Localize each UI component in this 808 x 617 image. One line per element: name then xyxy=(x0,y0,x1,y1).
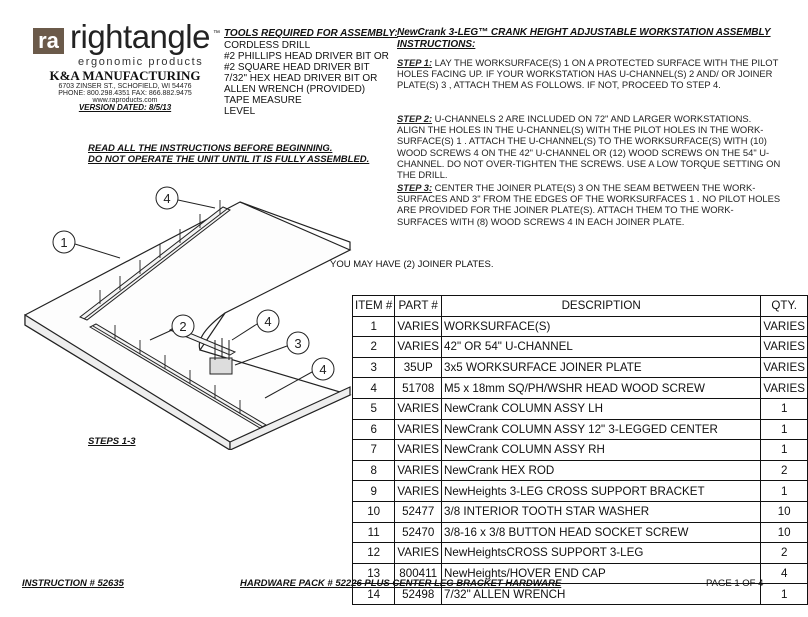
steps-label: STEPS 1-3 xyxy=(88,436,136,447)
description-cell: 3/8-16 x 3/8 BUTTON HEAD SOCKET SCREW xyxy=(442,522,761,543)
title-line-2: INSTRUCTIONS: xyxy=(397,39,476,50)
version-date: VERSION DATED: 8/5/13 xyxy=(78,103,172,112)
header-description: DESCRIPTION xyxy=(442,296,761,317)
quantity-cell: 4 xyxy=(761,563,808,584)
title-line-1: NewCrank 3-LEG™ CRANK HEIGHT ADJUSTABLE WORKSTATION ASSEMBLY xyxy=(397,27,771,38)
item-number-cell: 7 xyxy=(353,440,395,461)
description-cell: 3x5 WORKSURFACE JOINER PLATE xyxy=(442,357,761,378)
part-number-cell: VARIES xyxy=(395,481,442,502)
header-item: ITEM # xyxy=(353,296,395,317)
tool-item: ALLEN WRENCH (PROVIDED) xyxy=(224,84,366,95)
item-number-cell: 12 xyxy=(353,543,395,564)
table-row xyxy=(353,357,808,378)
description-cell: NewHeights/HOVER END CAP xyxy=(442,563,761,584)
part-number-cell: VARIES xyxy=(395,460,442,481)
callout-2: 2 xyxy=(179,319,187,334)
quantity-cell: VARIES xyxy=(761,337,808,358)
item-number-cell: 2 xyxy=(353,337,395,358)
callout-4: 4 xyxy=(319,362,327,377)
step-3-label: STEP 3: xyxy=(397,182,433,193)
tools-title: TOOLS REQUIRED FOR ASSEMBLY: xyxy=(224,28,398,39)
quantity-cell: 2 xyxy=(761,460,808,481)
tool-item: TAPE MEASURE xyxy=(224,95,302,106)
item-number-cell: 1 xyxy=(353,316,395,337)
description-cell: M5 x 18mm SQ/PH/WSHR HEAD WOOD SCREW xyxy=(442,378,761,399)
step-3 xyxy=(397,182,781,227)
logo-wordmark: rightangle xyxy=(70,18,210,55)
table-row xyxy=(353,337,808,358)
step-1 xyxy=(397,57,781,91)
item-number-cell: 10 xyxy=(353,501,395,522)
item-number-cell: 6 xyxy=(353,419,395,440)
description-cell: NewHeights 3-LEG CROSS SUPPORT BRACKET xyxy=(442,481,761,502)
part-number-cell: VARIES xyxy=(395,398,442,419)
parts-table-body xyxy=(353,316,808,604)
tool-item: #2 SQUARE HEAD DRIVER BIT xyxy=(224,62,370,73)
quantity-cell: 10 xyxy=(761,522,808,543)
quantity-cell: 2 xyxy=(761,543,808,564)
description-cell: 3/8 INTERIOR TOOTH STAR WASHER xyxy=(442,501,761,522)
part-number-cell: 800411 xyxy=(395,563,442,584)
description-cell: NewCrank COLUMN ASSY LH xyxy=(442,398,761,419)
table-row xyxy=(353,460,808,481)
part-number-cell: 52477 xyxy=(395,501,442,522)
table-row xyxy=(353,440,808,461)
tool-item: LEVEL xyxy=(224,106,256,117)
quantity-cell: 1 xyxy=(761,398,808,419)
item-number-cell: 14 xyxy=(353,584,395,605)
item-number-cell: 11 xyxy=(353,522,395,543)
company-website: www.raproducts.com xyxy=(92,97,158,104)
quantity-cell: VARIES xyxy=(761,316,808,337)
item-number-cell: 3 xyxy=(353,357,395,378)
quantity-cell: 10 xyxy=(761,501,808,522)
item-number-cell: 5 xyxy=(353,398,395,419)
company-phone-fax: PHONE: 800.298.4351 FAX: 866.882.9475 xyxy=(58,90,192,97)
quantity-cell: VARIES xyxy=(761,357,808,378)
item-number-cell: 9 xyxy=(353,481,395,502)
tool-item: 7/32" HEX HEAD DRIVER BIT OR xyxy=(224,73,378,84)
quantity-cell: 1 xyxy=(761,419,808,440)
warning-block xyxy=(88,143,369,165)
step-3-text: CENTER THE JOINER PLATE(S) 3 ON THE SEAM BETWEEN THE WORK- SURFACES AND 3" FROM THE EDGES OF THE WORKSURFACES 1 . NO PILOT HOLES ARE PROVIDED FOR THE JOINER PLATE(S). ATTACH THEM TO THE WORK- SURFACES WITH (8) WOOD SCREWS 4 IN EACH JOINER PLATE. xyxy=(397,182,781,227)
instruction-number: INSTRUCTION # 52635 xyxy=(22,578,124,589)
table-row xyxy=(353,378,808,399)
warning-do-not-operate: DO NOT OPERATE THE UNIT UNTIL IT IS FULLY ASSEMBLED. xyxy=(88,154,370,165)
step-2-text: U-CHANNELS 2 ARE INCLUDED ON 72" AND LARGER WORKSTATIONS. ALIGN THE HOLES IN THE U-CHANNEL(S) WITH THE PILOT HOLES IN THE WORK- SURFACE(S) 1 . ATTACH THE U-CHANNEL(S) TO THE WORKSURFACE(S) WITH (10) WOOD SCREWS 4 ON THE 42" U-CHANNEL OR (12) WOOD SCREWS ON THE 54" U-CHANNEL. DO NOT OVER-TIGHTEN THE SCREWS. USE A LOW TORQUE SETTING ON THE DRILL. xyxy=(397,113,781,181)
trademark-symbol: ™ xyxy=(213,30,220,37)
assembly-diagram xyxy=(20,180,360,450)
callout-4: 4 xyxy=(264,314,272,329)
table-row xyxy=(353,543,808,564)
quantity-cell: VARIES xyxy=(761,378,808,399)
description-cell: NewCrank COLUMN ASSY 12" 3-LEGGED CENTER xyxy=(442,419,761,440)
item-number-cell: 13 xyxy=(353,563,395,584)
part-number-cell: VARIES xyxy=(395,543,442,564)
quantity-cell: 1 xyxy=(761,481,808,502)
description-cell: 7/32" ALLEN WRENCH xyxy=(442,584,761,605)
step-2-label: STEP 2: xyxy=(397,113,433,124)
step-2 xyxy=(397,113,781,180)
description-cell: 42" OR 54" U-CHANNEL xyxy=(442,337,761,358)
table-row xyxy=(353,501,808,522)
item-number-cell: 8 xyxy=(353,460,395,481)
table-row xyxy=(353,419,808,440)
part-number-cell: 51708 xyxy=(395,378,442,399)
callout-3: 3 xyxy=(294,336,302,351)
table-row xyxy=(353,316,808,337)
header-qty: QTY. xyxy=(761,296,808,317)
description-cell: WORKSURFACE(S) xyxy=(442,316,761,337)
table-row xyxy=(353,398,808,419)
description-cell: NewHeightsCROSS SUPPORT 3-LEG xyxy=(442,543,761,564)
table-row xyxy=(353,481,808,502)
part-number-cell: VARIES xyxy=(395,316,442,337)
part-number-cell: VARIES xyxy=(395,419,442,440)
table-header-row xyxy=(353,296,808,317)
part-number-cell: 52470 xyxy=(395,522,442,543)
item-number-cell: 4 xyxy=(353,378,395,399)
callout-1: 1 xyxy=(60,235,68,250)
description-cell: NewCrank HEX ROD xyxy=(442,460,761,481)
table-row xyxy=(353,522,808,543)
logo-tagline: ergonomic products xyxy=(78,56,204,68)
company-name: K&A MANUFACTURING xyxy=(49,68,201,83)
description-cell: NewCrank COLUMN ASSY RH xyxy=(442,440,761,461)
tool-item: #2 PHILLIPS HEAD DRIVER BIT OR xyxy=(224,51,389,62)
warning-read-all: READ ALL THE INSTRUCTIONS BEFORE BEGINNING. xyxy=(88,143,333,154)
logo-mark: ra xyxy=(33,28,64,54)
callout-4: 4 xyxy=(163,191,171,206)
company-address: 6703 ZINSER ST., SCHOFIELD, WI 54476 xyxy=(58,83,192,90)
hardware-pack: HARDWARE PACK # 52226 PLUS CENTER LEG BRACKET HARDWARE xyxy=(240,578,562,589)
parts-table xyxy=(352,295,808,605)
step-1-text: LAY THE WORKSURFACE(S) 1 ON A PROTECTED SURFACE WITH THE PILOT HOLES FACING UP. IF YOUR WORKSTATION HAS U-CHANNEL(S) 2 AND/ OR JOINER PLATE(S) 3 , ATTACH THEM AS FOLLOWS. IF NOT, PROCEED TO STEP 4. xyxy=(397,57,779,91)
tool-item: CORDLESS DRILL xyxy=(224,40,311,51)
part-number-cell: VARIES xyxy=(395,337,442,358)
page-number: PAGE 1 OF 4 xyxy=(706,578,764,589)
quantity-cell: 1 xyxy=(761,584,808,605)
part-number-cell: 52498 xyxy=(395,584,442,605)
part-number-cell: VARIES xyxy=(395,440,442,461)
part-number-cell: 35UP xyxy=(395,357,442,378)
joiner-plate-note: YOU MAY HAVE (2) JOINER PLATES. xyxy=(330,259,494,270)
quantity-cell: 1 xyxy=(761,440,808,461)
header-part: PART # xyxy=(395,296,442,317)
step-1-label: STEP 1: xyxy=(397,57,433,68)
instructions-title xyxy=(397,27,797,51)
